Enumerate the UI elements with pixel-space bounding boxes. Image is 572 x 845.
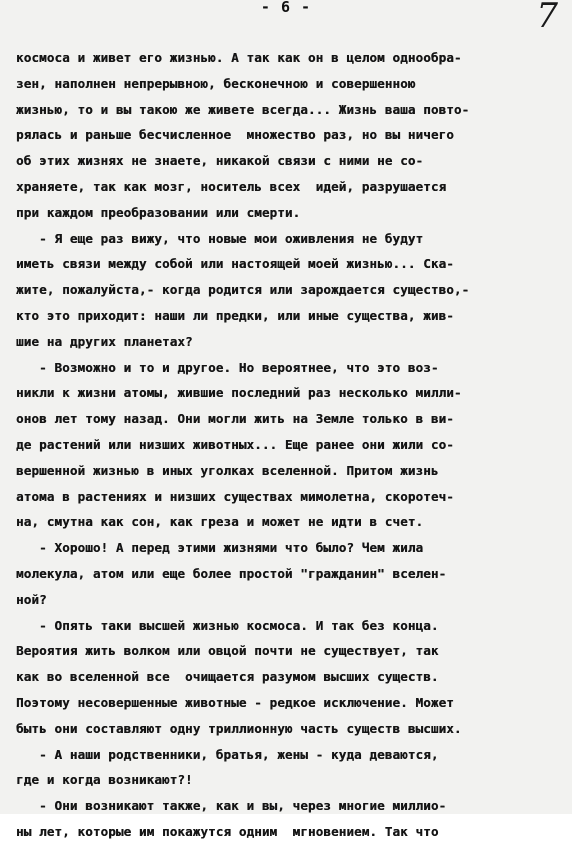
text-line: - Я еще раз вижу, что новые мои оживления не будут xyxy=(16,230,424,246)
text-line: атома в растениях и низших существах мимолетна, скоротеч- xyxy=(16,488,454,504)
text-line: быть они составляют одну триллионную часть существ высших. xyxy=(16,720,462,736)
text-line: вершенной жизнью в иных уголках вселенной. Притом жизнь xyxy=(16,462,439,478)
text-line: как во вселенной все очищается разумом высших существ. xyxy=(16,669,439,685)
text-line: на, смутна как сон, как греза и может не идти в счет. xyxy=(16,514,424,530)
text-line: рялась и раньше бесчисленное множество раз, но вы ничего xyxy=(16,127,454,143)
text-line: - Хорошо! А перед этими жизнями что было? Чем жила xyxy=(16,540,424,556)
page-number: - 6 - xyxy=(260,0,312,16)
text-line: - А наши родственники, братья, жены - куда деваются, xyxy=(16,746,439,762)
text-line: - Они возникают также, как и вы, через многие миллио- xyxy=(16,798,447,814)
text-line: жите, пожалуйста,- когда родится или зарождается существо,- xyxy=(16,282,470,298)
body-text xyxy=(0,45,572,845)
text-line: кто это приходит: наши ли предки, или иные существа, жив- xyxy=(16,307,454,323)
text-line: - Возможно и то и другое. Но вероятнее, что это воз- xyxy=(16,359,439,375)
text-line: Вероятия жить волком или овцой почти не существует, так xyxy=(16,643,439,659)
text-line: иметь связи между собой или настоящей моей жизнью... Ска- xyxy=(16,256,454,272)
text-line: ны лет, которые им покажутся одним мгновением. Так что xyxy=(16,823,439,839)
text-line: Поэтому несовершенные животные - редкое исключение. Может xyxy=(16,694,454,710)
handwritten-sheet-number: 7 xyxy=(536,0,558,36)
text-line: онов лет тому назад. Они могли жить на Земле только в ви- xyxy=(16,411,454,427)
text-line: космоса и живет его жизнью. А так как он в целом однообра- xyxy=(16,50,462,65)
text-line: где и когда возникают?! xyxy=(16,772,193,788)
text-line: зен, наполнен непрерывною, бесконечною и совершенною xyxy=(16,75,416,91)
text-line: де растений или низших животных... Еще ранее они жили со- xyxy=(16,436,454,452)
text-line: об этих жизнях не знаете, никакой связи с ними не со- xyxy=(16,153,424,169)
text-line: шие на других планетах? xyxy=(16,333,193,349)
text-line: - Опять таки высшей жизнью космоса. И так без конца. xyxy=(16,617,439,633)
text-line: никли к жизни атомы, жившие последний раз несколько милли- xyxy=(16,385,462,401)
text-line: жизнью, то и вы такою же живете всегда... Жизнь ваша повто- xyxy=(16,101,470,117)
text-line: храняете, так как мозг, носитель всех идей, разрушается xyxy=(16,178,447,194)
text-line: при каждом преобразовании или смерти. xyxy=(16,204,301,220)
text-line: ной? xyxy=(16,591,47,607)
text-line: молекула, атом или еще более простой "гражданин" вселен- xyxy=(16,565,447,581)
